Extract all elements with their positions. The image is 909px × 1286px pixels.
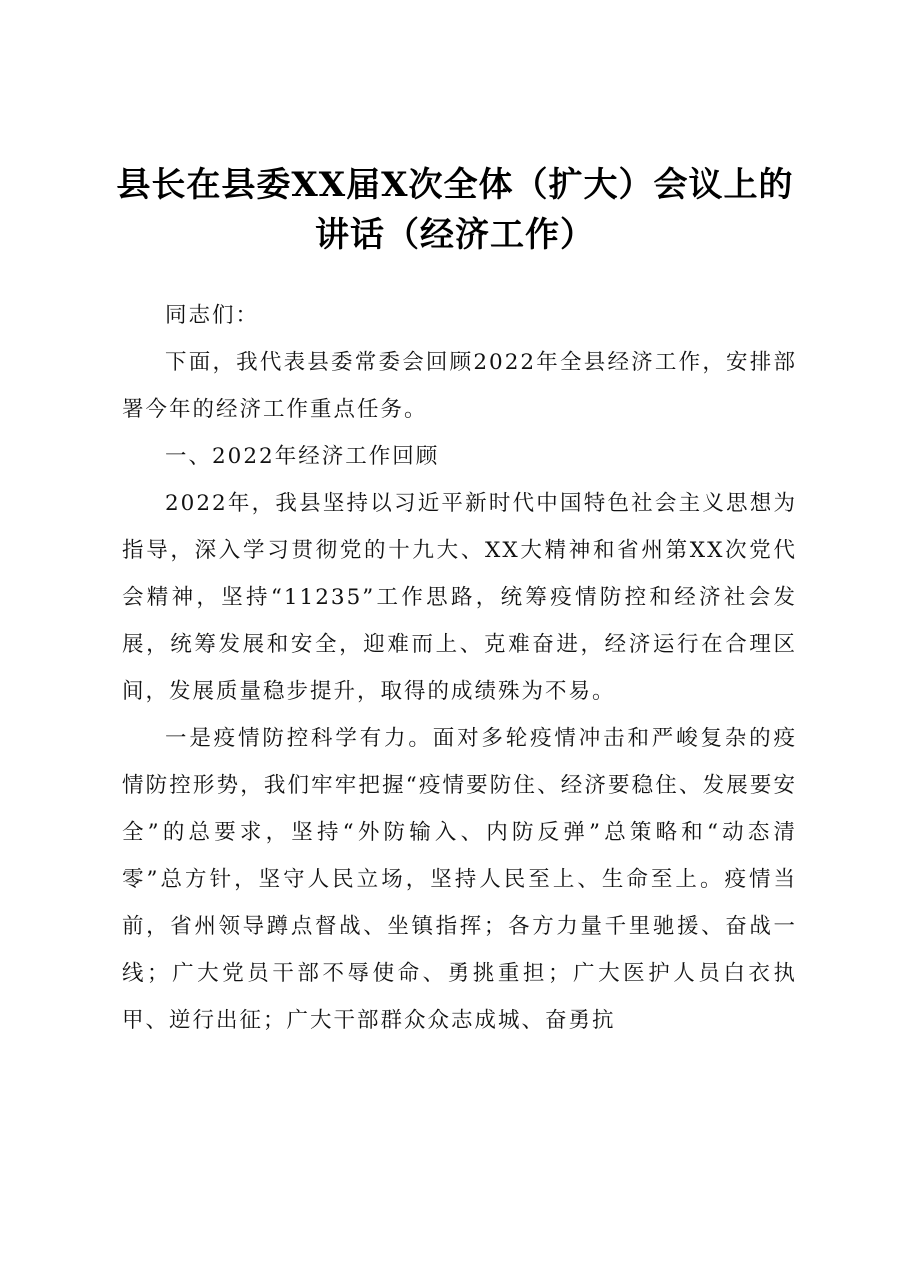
epidemic-paragraph: 一是疫情防控科学有力。面对多轮疫情冲击和严峻复杂的疫情防控形势，我们牢牢把握“疫情要防住、经济要稳住、发展要安全”的总要求，坚持“外防输入、内防反弹”总策略和“动态清零”总方针，坚守人民立场，坚持人民至上、生命至上。疫情当前，省州领导蹲点督战、坐镇指挥；各方力量千里驰援、奋战一线；广大党员干部不辱使命、勇挑重担；广大医护人员白衣执甲、逆行出征；广大干部群众众志成城、奋勇抗 xyxy=(122,726,797,1033)
document-title xyxy=(110,160,800,260)
intro-paragraph: 下面，我代表县委常委会回顾2022年全县经济工作，安排部署今年的经济工作重点任务。 xyxy=(122,350,797,422)
title-line-2: 讲话（经济工作） xyxy=(315,215,595,255)
review-paragraph: 2022年，我县坚持以习近平新时代中国特色社会主义思想为指导，深入学习贯彻党的十九大、XX大精神和省州第XX次党代会精神，坚持“11235”工作思路，统筹疫情防控和经济社会发展，统筹发展和安全，迎难而上、克难奋进，经济运行在合理区间，发展质量稳步提升，取得的成绩殊为不易。 xyxy=(122,491,797,704)
title-line-1: 县长在县委XX届X次全体（扩大）会议上的 xyxy=(116,165,794,205)
section-heading: 一、2022年经济工作回顾 xyxy=(165,444,440,469)
document-body xyxy=(122,292,797,1044)
salutation: 同志们： xyxy=(165,303,260,328)
